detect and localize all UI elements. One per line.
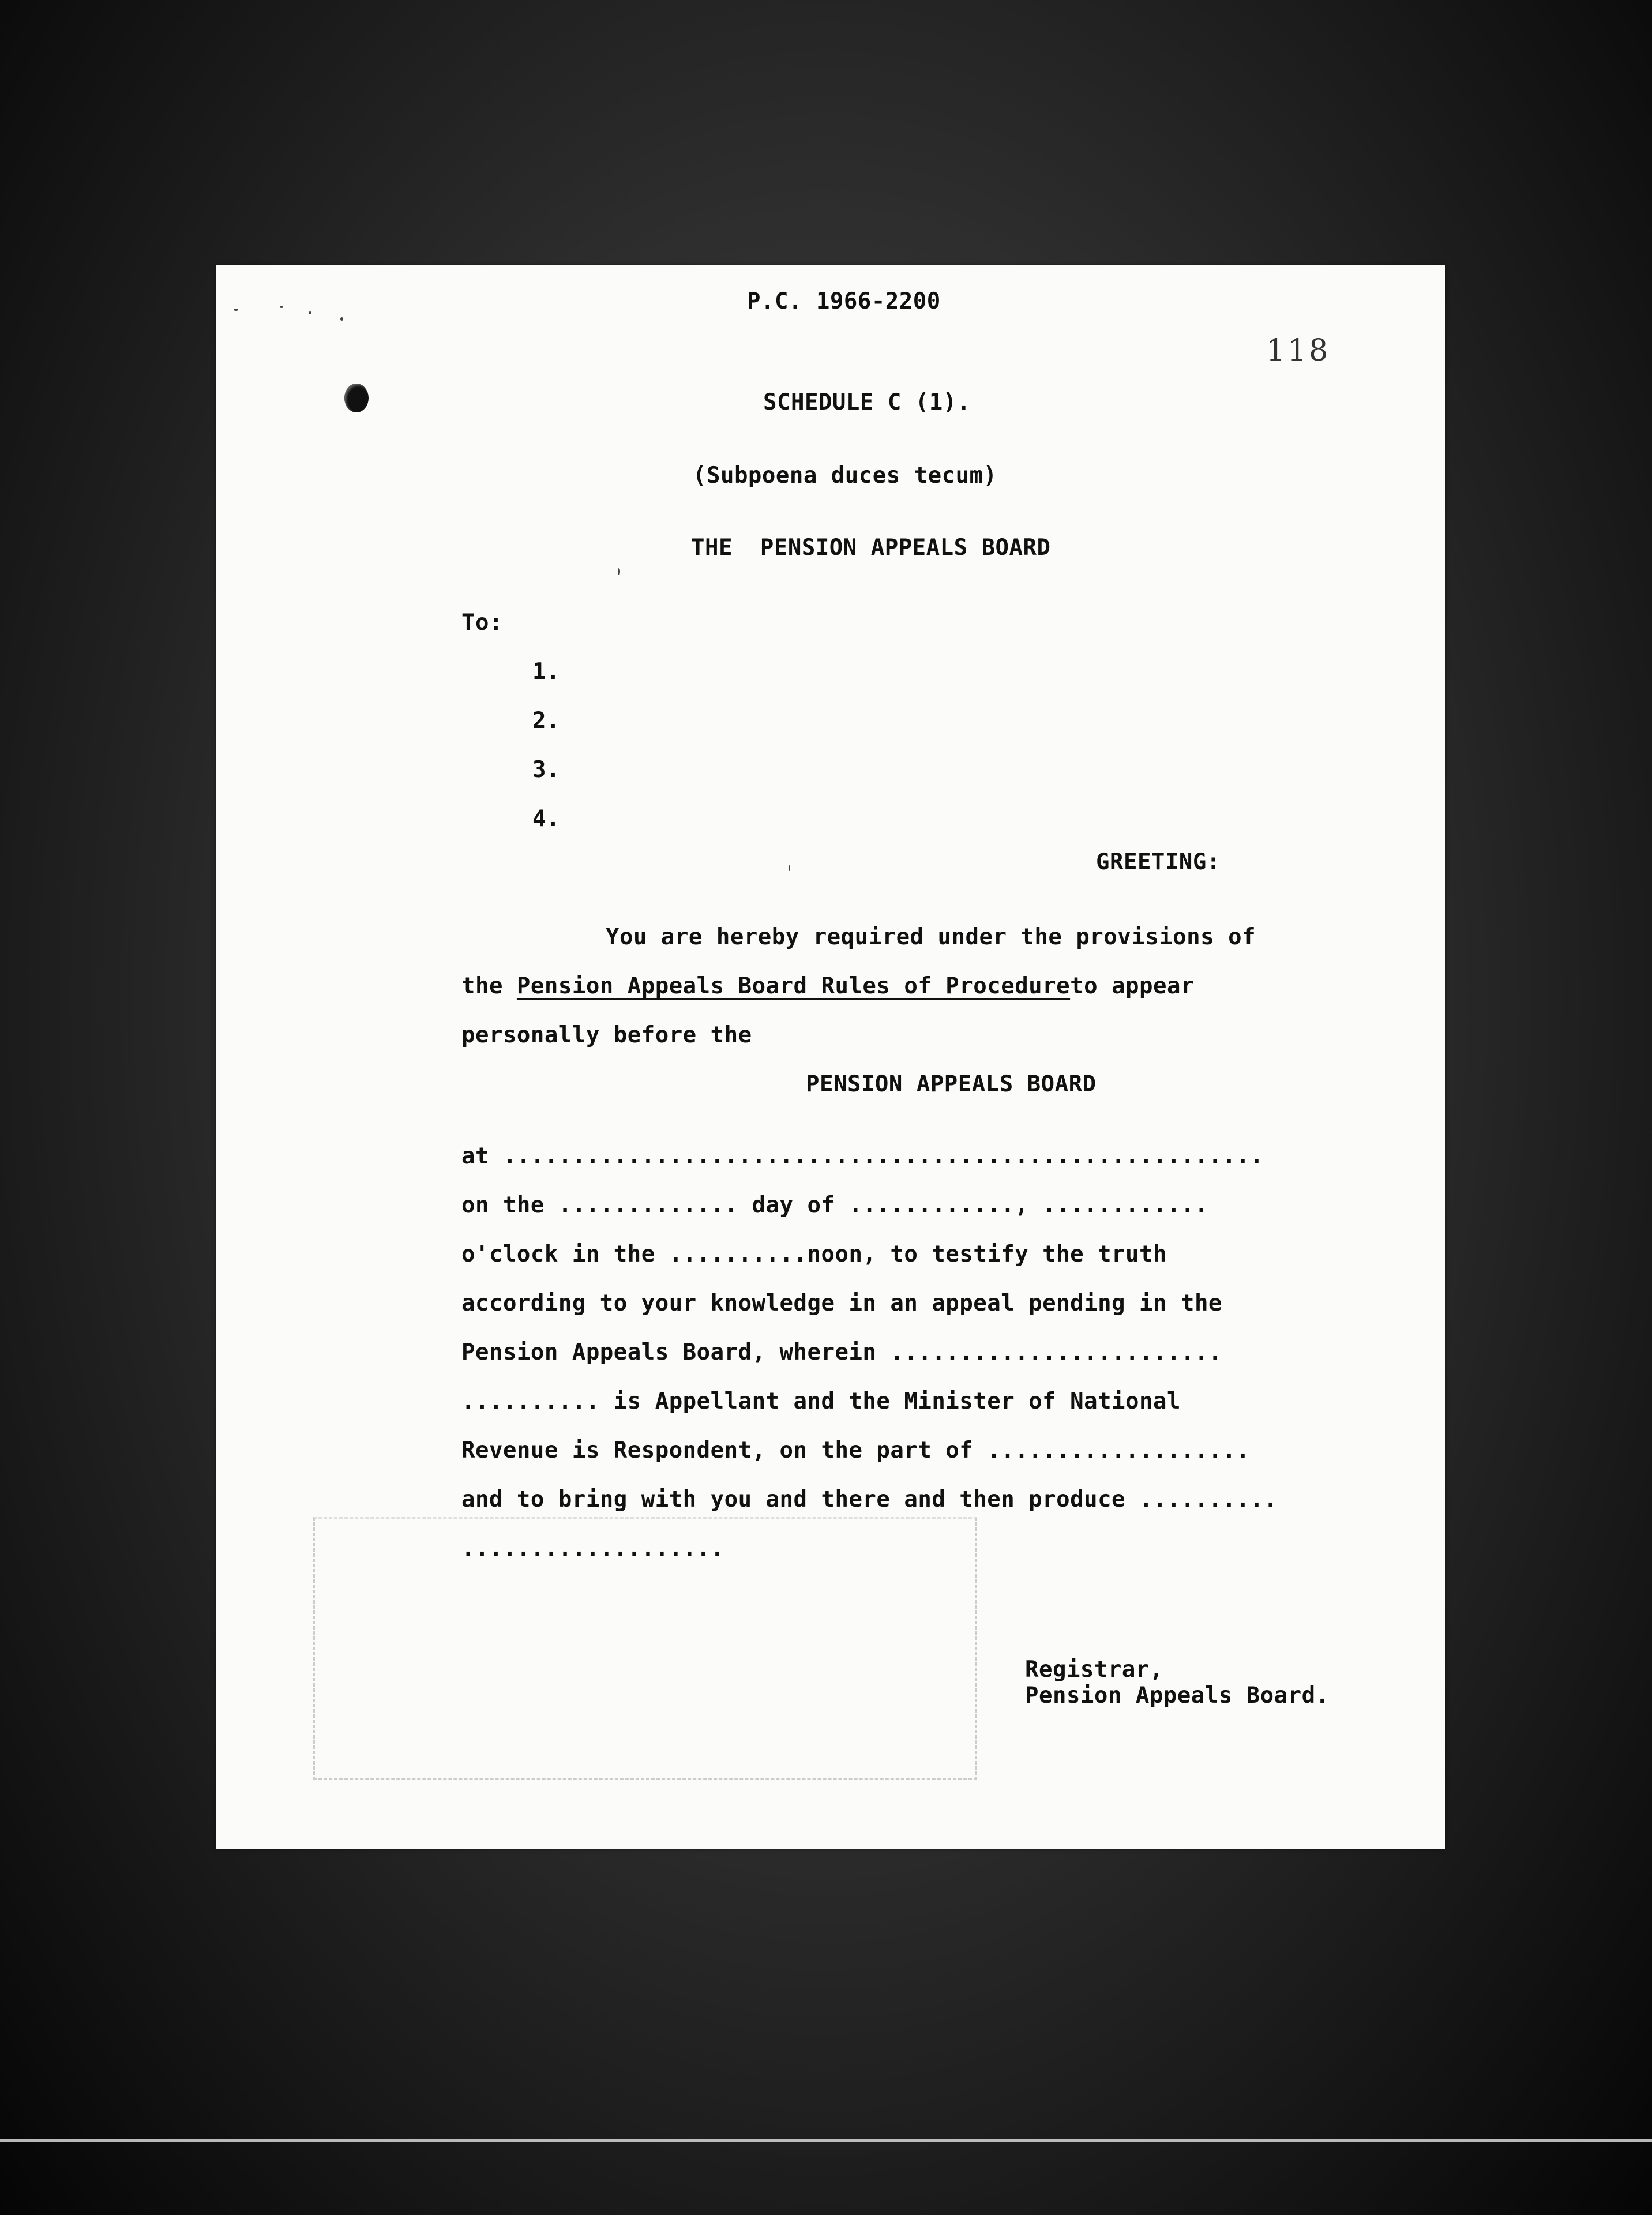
body-text: the xyxy=(461,973,517,999)
produce-dots-line: ................... xyxy=(461,1536,724,1561)
board-name-center: PENSION APPEALS BOARD xyxy=(806,1071,1097,1097)
board-title: THE PENSION APPEALS BOARD xyxy=(691,535,1051,561)
signature-organization: Pension Appeals Board. xyxy=(1025,1683,1330,1709)
order-number: P.C. 1966-2200 xyxy=(747,288,941,314)
body-line: You are hereby required under the provisions of xyxy=(606,924,1256,950)
date-line: on the ............. day of ............, ............ xyxy=(461,1192,1208,1218)
speck xyxy=(234,309,238,311)
addressee-number: 4. xyxy=(532,806,560,832)
addressee-number: 3. xyxy=(532,757,560,783)
time-line: o'clock in the ..........noon, to testify the truth xyxy=(461,1241,1167,1267)
body-line: according to your knowledge in an appeal pending in the xyxy=(461,1290,1222,1316)
signature-title: Registrar, xyxy=(1025,1657,1163,1683)
speck xyxy=(340,317,343,321)
body-line: personally before the xyxy=(461,1022,752,1048)
respondent-line: Revenue is Respondent, on the part of ................... xyxy=(461,1437,1250,1463)
film-edge-line xyxy=(0,2139,1652,2142)
body-line: .......... is Appellant and the Minister of National xyxy=(461,1388,1181,1414)
greeting: GREETING: xyxy=(1096,849,1221,875)
subtitle: (Subpoena duces tecum) xyxy=(693,463,997,489)
schedule-title: SCHEDULE C (1). xyxy=(763,389,971,415)
speck xyxy=(618,568,620,575)
body-text: to appear xyxy=(1070,973,1195,999)
to-label: To: xyxy=(461,610,503,636)
speck xyxy=(309,311,311,314)
punch-hole xyxy=(344,384,369,412)
body-line-rules xyxy=(461,975,1195,997)
location-line: at ....................................................... xyxy=(461,1143,1264,1169)
addressee-number: 1. xyxy=(532,659,560,685)
handwritten-page-number: 118 xyxy=(1266,333,1331,368)
document-page xyxy=(216,265,1445,1849)
rules-of-procedure-reference: Pension Appeals Board Rules of Procedure xyxy=(516,973,1071,999)
addressee-number: 2. xyxy=(532,708,560,734)
speck xyxy=(280,306,283,308)
produce-line: and to bring with you and there and then produce .......... xyxy=(461,1486,1278,1512)
appellant-line: Pension Appeals Board, wherein ........................ xyxy=(461,1339,1222,1365)
speck xyxy=(789,865,790,871)
